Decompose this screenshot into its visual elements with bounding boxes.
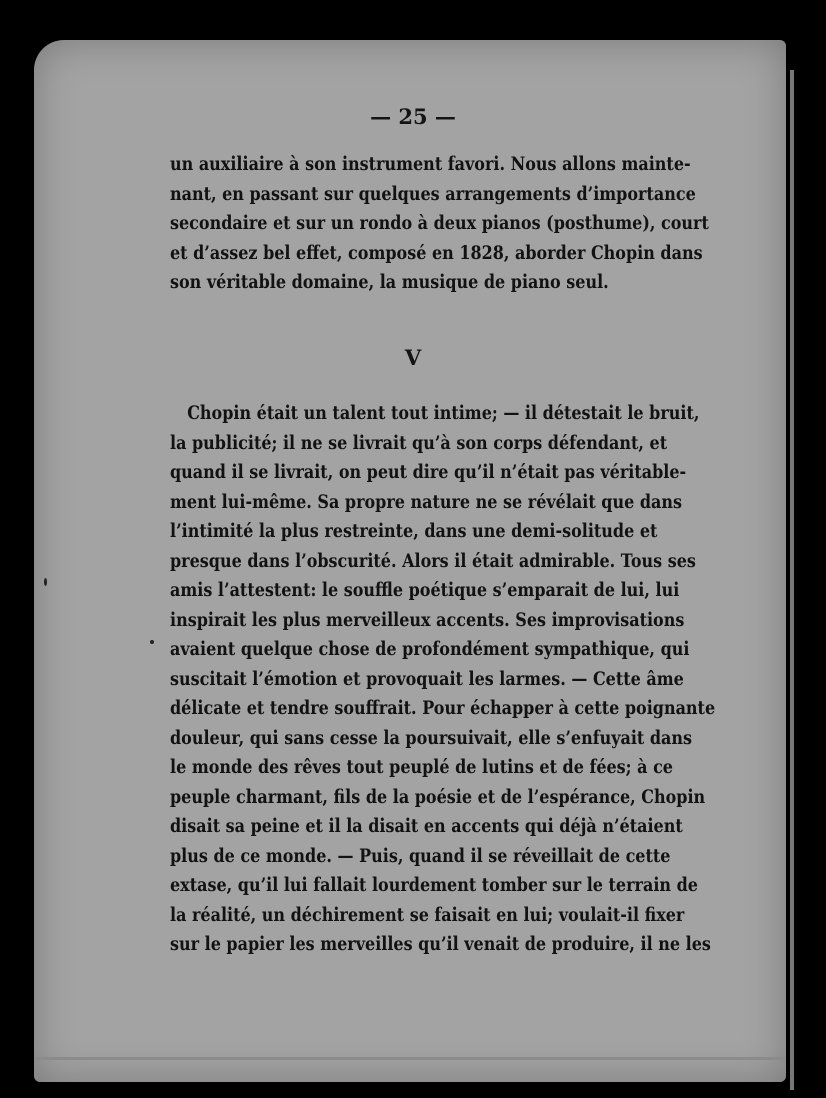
text-line: Chopin était un talent tout intime; — il détestait le bruit, [187, 403, 700, 424]
text-line: son véritable domaine, la musique de piano seul. [170, 272, 609, 293]
text-line: la publicité; il ne se livrait qu’à son corps défendant, et [170, 432, 668, 454]
text-line: quand il se livrait, on peut dire qu’il n’était pas véritable- [170, 462, 687, 483]
text-line: plus de ce monde. — Puis, quand il se réveillait de cette [170, 845, 671, 867]
text-line: sur le papier les merveilles qu’il venait de produire, il ne les [170, 934, 711, 955]
text-line: disait sa peine et il la disait en accents qui déjà n’étaient [170, 816, 683, 837]
text-line: et d’assez bel effet, composé en 1828, aborder Chopin dans [170, 242, 703, 264]
dust-speck [150, 640, 154, 644]
text-line: amis l’attestent: le souffle poétique s’emparait de lui, lui [170, 580, 680, 601]
text-line: inspirait les plus merveilleux accents. Ses improvisations [170, 609, 685, 631]
text-line: l’intimité la plus restreinte, dans une demi-solitude et [170, 521, 658, 542]
text-line: peuple charmant, fils de la poésie et de l’espérance, Chopin [170, 786, 706, 808]
section-heading: V [404, 345, 422, 370]
text-line: douleur, qui sans cesse la poursuivait, elle s’enfuyait dans [170, 727, 693, 749]
text-line: suscitait l’émotion et provoquait les larmes. — Cette âme [170, 668, 684, 690]
text-line: presque dans l’obscurité. Alors il était admirable. Tous ses [170, 550, 696, 572]
dust-speck [44, 578, 47, 586]
text-line: le monde des rêves tout peuplé de lutins et de fées; à ce [170, 757, 673, 778]
text-line: la réalité, un déchirement se faisait en lui; voulait-il fixer [170, 904, 685, 926]
text-line: délicate et tendre souffrait. Pour échapper à cette poignante [170, 698, 716, 719]
text-line: un auxiliaire à son instrument favori. Nous allons mainte- [170, 154, 691, 175]
text-line: extase, qu’il lui fallait lourdement tomber sur le terrain de [170, 875, 698, 896]
text-line: avaient quelque chose de profondément sympathique, qui [170, 639, 690, 660]
paragraph-1 [170, 150, 709, 298]
text-line: secondaire et sur un rondo à deux pianos (posthume), court [170, 213, 709, 234]
text-line: nant, en passant sur quelques arrangements d’importance [170, 183, 696, 205]
paragraph-2 [170, 399, 716, 960]
text-line: ment lui-même. Sa propre nature ne se révélait que dans [170, 491, 683, 513]
page-number: — 25 — [370, 104, 456, 129]
